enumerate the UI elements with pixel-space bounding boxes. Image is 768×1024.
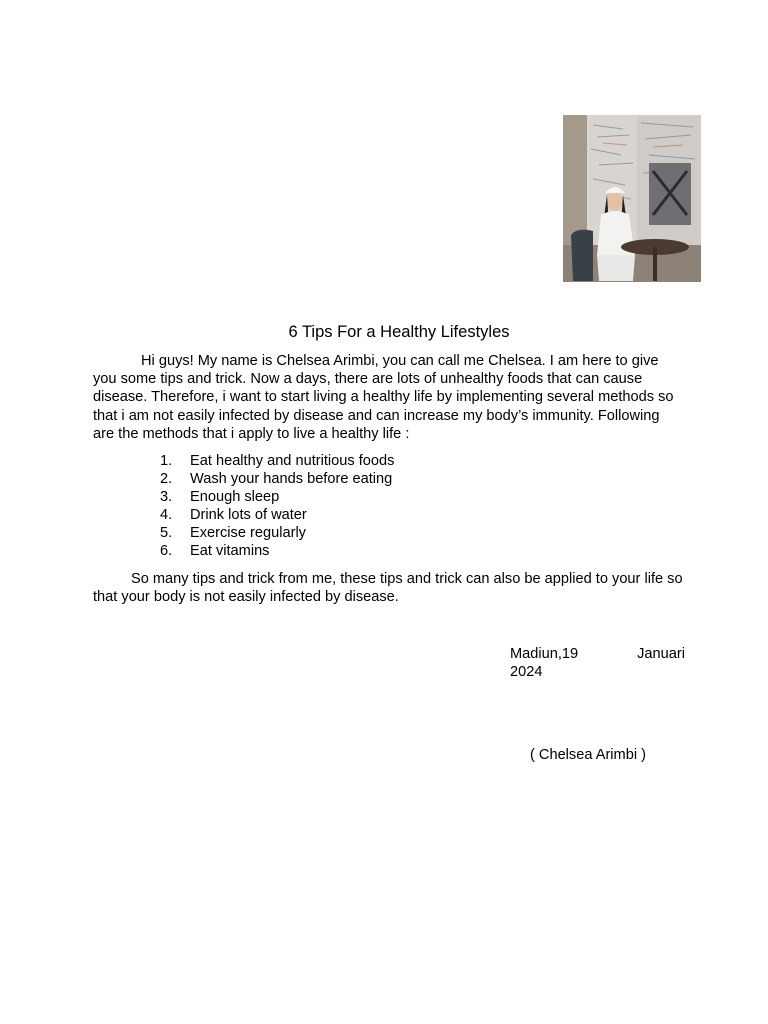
- month: Januari: [637, 646, 685, 662]
- year: 2024: [510, 664, 543, 681]
- list-text: Drink lots of water: [190, 507, 307, 524]
- list-number: 3.: [160, 489, 173, 506]
- place-date: [510, 645, 685, 681]
- list-text: Exercise regularly: [190, 525, 306, 542]
- list-item: [160, 488, 394, 506]
- intro-paragraph: Hi guys! My name is Chelsea Arimbi, you can call me Chelsea. I am here to give you some tips and trick. Now a days, there are lots of unhealthy foods that can cause disease. Therefore, i want to start living a healthy life by implementing several methods so that i am not easily infected by disease and can increase my body’s immunity. Following are the methods that i apply to live a healthy life :: [93, 353, 674, 442]
- list-item: [160, 542, 394, 560]
- list-text: Eat vitamins: [190, 543, 270, 560]
- list-text: Enough sleep: [190, 489, 280, 506]
- closing-paragraph: So many tips and trick from me, these tips and trick can also be applied to your life so that your body is not easily infected by disease.: [93, 571, 683, 606]
- place-day: Madiun,19: [510, 646, 579, 662]
- author-photo: [563, 115, 701, 282]
- tips-list: [160, 452, 394, 561]
- list-number: 1.: [160, 453, 173, 469]
- signature-name: ( Chelsea Arimbi ): [530, 747, 646, 763]
- list-item: [160, 470, 394, 488]
- list-number: 4.: [160, 507, 173, 524]
- document-title: 6 Tips For a Healthy Lifestyles: [288, 323, 510, 341]
- list-text: Eat healthy and nutritious foods: [190, 453, 395, 469]
- list-item: [160, 524, 394, 542]
- list-item: [160, 452, 394, 470]
- list-text: Wash your hands before eating: [190, 471, 393, 488]
- list-item: [160, 506, 394, 524]
- list-number: 2.: [160, 471, 173, 488]
- list-number: 6.: [160, 543, 173, 560]
- list-number: 5.: [160, 525, 173, 542]
